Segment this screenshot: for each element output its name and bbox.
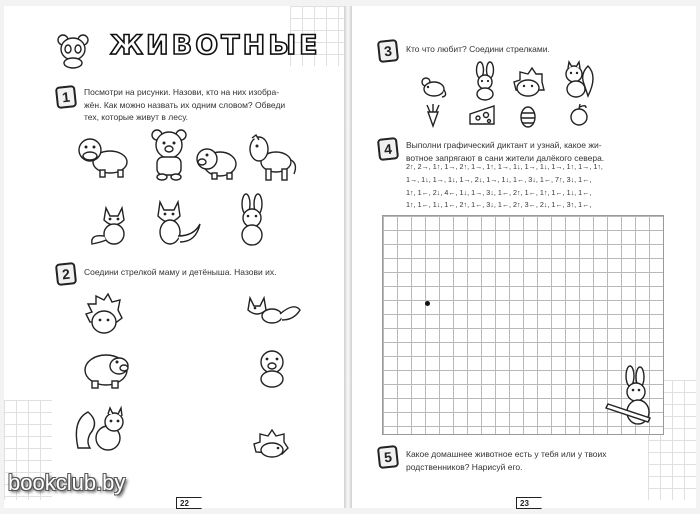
- book-gutter: [344, 6, 352, 508]
- graphic-dictation: [406, 149, 668, 225]
- pig-image: [196, 144, 238, 180]
- watermark: bookclub.by: [8, 470, 126, 495]
- task-1-text: [84, 86, 320, 124]
- task-2-number: 2: [55, 262, 77, 286]
- task-1-number: 1: [55, 85, 77, 109]
- hedgehog-small-image: [512, 68, 544, 98]
- left-page: [4, 6, 344, 508]
- dictation-line: 1↑, 1←, 1↓, 1←, 2↑, 1←, 3↓, 1←, 2↑, 3←, 2↓, 1←, 3↑, 1←,: [406, 200, 592, 210]
- squirrel-small-image: [562, 62, 596, 98]
- bear-image: [148, 128, 190, 180]
- task-5-line: родственников? Нарисуй его.: [406, 461, 523, 472]
- task-4-number: 4: [377, 137, 399, 161]
- carrot-image: [424, 104, 442, 128]
- task-1-line: Посмотри на рисунки. Назови, кто на них изобра-: [84, 87, 280, 97]
- cone-image: [518, 104, 538, 128]
- hedgehog-baby-image: [252, 428, 290, 458]
- wolf-image: [150, 196, 202, 246]
- task-5-number: 5: [377, 445, 399, 469]
- fox-image: [88, 204, 136, 246]
- task-2-text: [84, 266, 320, 279]
- dictation-line: 1↑, 1←, 2↓, 4←, 1↓, 1→, 3↓, 1←, 2↑, 1←, 1↑, 1←, 1↓, 1←,: [406, 187, 592, 197]
- horse-image: [246, 134, 298, 182]
- page-number-left: 22: [180, 499, 189, 508]
- task-3-text: [406, 43, 646, 56]
- hedgehog-image: [84, 292, 124, 336]
- dictation-line: 2↑, 2→, 1↑, 1→, 2↑, 1→, 1↑, 1→, 1↓, 1→, 1↓, 1→, 1↑, 1→, 1↑,: [406, 162, 603, 171]
- task-5-text: [406, 448, 646, 473]
- fox-cub-image: [246, 290, 302, 326]
- page-title: ЖИВОТНЫЕ: [110, 30, 321, 61]
- page-number-right: 23: [520, 499, 529, 508]
- squirrel-image: [72, 408, 130, 452]
- hare-image: [234, 194, 270, 246]
- task-3-line: Кто что любит? Соедини стрелками.: [406, 44, 550, 54]
- panda-icon: [56, 32, 90, 68]
- task-2-line: Соедини стрелкой маму и детёныша. Назови их.: [84, 267, 277, 277]
- start-dot: [425, 301, 430, 306]
- rabbit-image: [470, 62, 500, 100]
- cow-image: [76, 134, 130, 178]
- task-4-line: Выполни графический диктант и узнай, какое жи-: [406, 140, 602, 150]
- mouse-image: [420, 76, 446, 98]
- cheese-image: [468, 104, 496, 126]
- piglet-image: [254, 348, 290, 388]
- task-3-number: 3: [377, 39, 399, 63]
- hare-pencil-image: [606, 366, 658, 428]
- task-4-line: вотное запрягают в сани жители далёкого севера.: [406, 152, 605, 163]
- dictation-line: 1→, 1↓, 1→, 1↓, 1→, 2↓, 1→, 1↓, 1←, 3↓, 1←, 7↑, 3↓, 1←,: [406, 174, 592, 184]
- task-1-line: жён. Как можно назвать их одним словом? Обведи: [84, 99, 286, 110]
- pig-mother-image: [78, 344, 134, 390]
- apple-image: [568, 104, 590, 126]
- task-1-line: тех, которые живут в лесу.: [84, 112, 188, 122]
- task-5-line: Какое домашнее животное есть у тебя или у твоих: [406, 449, 607, 459]
